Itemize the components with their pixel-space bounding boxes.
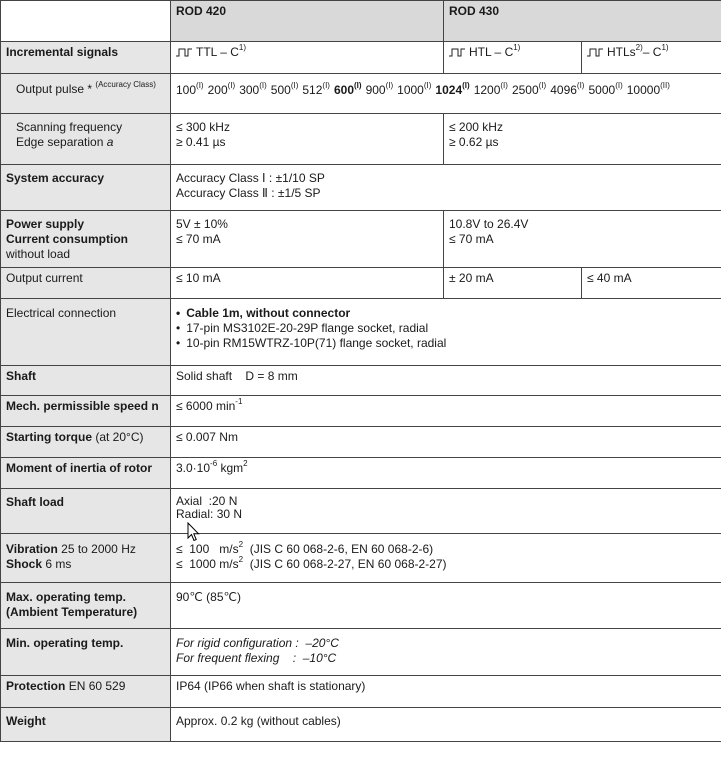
ttl-footnote: 1) <box>238 43 247 52</box>
vibration-exponent: 2 <box>238 540 244 549</box>
label-moment-of-inertia: Moment of inertia of rotor <box>1 458 171 489</box>
torque-value: ≤ 0.007 Nm <box>171 427 721 458</box>
speed-value: ≤ 6000 min <box>176 399 236 413</box>
voltage-rod430: 10.8V to 26.4V <box>449 217 529 231</box>
shaft-value: Solid shaft D = 8 mm <box>171 366 721 396</box>
htls-text: HTLs <box>607 45 636 59</box>
connection-list <box>176 306 716 351</box>
row-min-temp <box>1 629 721 676</box>
pulse-wave-icon <box>587 48 603 57</box>
protection-standard: EN 60 529 <box>68 679 126 693</box>
label-shaft-load: Shaft load <box>1 489 171 534</box>
htl-signal-cell <box>444 42 582 74</box>
shock-standard: (JIS C 60 068-2-27, EN 60 068-2-27) <box>243 557 447 571</box>
output-pulse-class: (I) <box>615 81 623 90</box>
htl-text: HTL – C <box>469 45 514 59</box>
current-rod430: ≤ 70 mA <box>449 232 494 246</box>
label-shock <box>6 557 165 572</box>
scanning-rod430 <box>444 114 721 165</box>
header-row <box>1 1 721 42</box>
output-pulse-text: Output pulse * <box>16 82 93 96</box>
row-starting-torque <box>1 427 721 458</box>
htl-footnote: 1) <box>513 43 521 52</box>
output-pulse-class: (I) <box>227 81 236 90</box>
mouse-pointer-icon <box>186 522 200 542</box>
output-pulse-class: (I) <box>322 81 330 90</box>
row-protection <box>1 676 721 708</box>
label-max-temp <box>1 583 171 629</box>
label-starting-torque <box>1 427 171 458</box>
min-temp-values <box>171 629 721 676</box>
starting-torque-text: Starting torque <box>6 430 92 444</box>
starting-torque-condition: (at 20°C) <box>95 430 144 444</box>
output-pulse-value: 10000 <box>626 83 661 97</box>
inertia-exponent: -6 <box>210 459 218 468</box>
row-speed <box>1 396 721 427</box>
pulse-wave-icon <box>176 48 192 57</box>
pulse-wave-icon <box>449 48 465 57</box>
output-pulse-value: 900 <box>365 83 386 97</box>
label-ambient-temp: (Ambient Temperature) <box>6 605 138 619</box>
output-pulse-class: (I) <box>576 81 585 90</box>
voltage-rod420: 5V ± 10% <box>176 217 228 231</box>
row-moment-of-inertia <box>1 458 721 489</box>
radial-load: Radial: 30 N <box>176 507 243 521</box>
speed-value-cell <box>171 396 721 427</box>
inertia-value-cell <box>171 458 721 489</box>
output-pulse-item <box>208 83 236 97</box>
htls-footnote-2: 1) <box>661 43 669 52</box>
min-temp-flexing: For frequent flexing : –10°C <box>176 651 337 665</box>
output-current-htl: ± 20 mA <box>444 268 582 299</box>
current-rod420: ≤ 70 mA <box>176 232 221 246</box>
label-weight: Weight <box>1 708 171 742</box>
output-pulse-value: 1000 <box>397 83 424 97</box>
label-incremental-signals: Incremental signals <box>1 42 171 74</box>
header-rod430: ROD 430 <box>444 1 721 42</box>
output-pulse-item <box>435 83 469 97</box>
label-electrical-connection: Electrical connection <box>1 299 171 366</box>
output-pulse-item <box>512 83 546 97</box>
output-pulse-class: (I) <box>423 81 432 90</box>
accuracy-class-1: Accuracy Class Ⅰ : ±1/10 SP <box>176 171 325 185</box>
power-rod420 <box>171 211 444 268</box>
label-edge-separation <box>16 135 165 150</box>
htls-footnote: 2) <box>635 43 643 52</box>
accuracy-values <box>171 165 721 211</box>
vibration-value <box>176 542 716 557</box>
output-pulse-value: 1200 <box>473 83 501 97</box>
htls-signal-cell <box>582 42 721 74</box>
edge-sep-rod420: ≥ 0.41 µs <box>176 135 226 149</box>
vibration-values <box>171 534 721 583</box>
connection-item-10pin: • 10-pin RM15WTRZ-10P(71) flange socket, radial <box>176 336 716 351</box>
label-output-current: Output current <box>1 268 171 299</box>
output-pulse-value: 600 <box>333 83 354 97</box>
output-pulse-item <box>588 83 622 97</box>
accuracy-class-note: (Accuracy Class) <box>95 80 156 89</box>
ttl-text: TTL – C <box>196 45 239 59</box>
label-scanning <box>1 114 171 165</box>
label-system-accuracy: System accuracy <box>1 165 171 211</box>
output-pulse-class: (I) <box>462 81 470 90</box>
row-power-supply <box>1 211 721 268</box>
output-pulse-value: 4096 <box>550 83 577 97</box>
output-pulse-value: 500 <box>270 83 291 97</box>
vibration-text: Vibration <box>6 542 58 556</box>
scan-freq-rod420: ≤ 300 kHz <box>176 120 230 134</box>
label-shaft: Shaft <box>1 366 171 396</box>
label-scanning-frequency: Scanning frequency <box>16 120 123 134</box>
connection-item-17pin: • 17-pin MS3102E-20-29P flange socket, radial <box>176 321 716 336</box>
output-pulse-item <box>334 83 362 97</box>
label-min-temp: Min. operating temp. <box>1 629 171 676</box>
row-incremental-signals <box>1 42 721 74</box>
inertia-unit-exponent: 2 <box>243 459 248 468</box>
output-pulse-values <box>171 74 721 114</box>
protection-text: Protection <box>6 679 66 693</box>
label-permissible-speed: Mech. permissible speed n <box>1 396 171 427</box>
output-pulse-item <box>176 83 204 97</box>
output-pulse-value: 5000 <box>588 83 616 97</box>
output-pulse-item <box>271 83 299 97</box>
inertia-mantissa: 3.0·10 <box>176 461 211 475</box>
axial-load: Axial :20 N <box>176 494 238 508</box>
output-pulse-value: 2500 <box>511 83 539 97</box>
output-pulse-value: 512 <box>302 83 323 97</box>
edge-separation-variable: a <box>106 135 114 149</box>
output-pulse-item <box>474 83 508 97</box>
row-scanning <box>1 114 721 165</box>
output-pulse-class: (I) <box>290 81 299 90</box>
label-max-temp-text: Max. operating temp. <box>6 590 127 604</box>
label-without-load: without load <box>6 247 71 261</box>
min-temp-rigid: For rigid configuration : –20°C <box>176 636 339 650</box>
vibration-range: 25 to 2000 Hz <box>61 542 136 556</box>
row-weight <box>1 708 721 742</box>
power-rod430 <box>444 211 721 268</box>
output-pulse-item <box>627 83 670 97</box>
speed-exponent: -1 <box>235 397 243 406</box>
vibration-amount: ≤ 100 m/s <box>176 542 239 556</box>
shock-value <box>176 557 716 572</box>
output-pulse-class: (II) <box>660 81 670 90</box>
output-pulse-value: 300 <box>239 83 260 97</box>
output-current-htls: ≤ 40 mA <box>582 268 721 299</box>
output-pulse-item <box>397 83 431 97</box>
shock-amount: ≤ 1000 m/s <box>176 557 239 571</box>
output-pulse-class: (I) <box>538 81 547 90</box>
output-pulse-item <box>239 83 267 97</box>
row-electrical-connection <box>1 299 721 366</box>
row-shaft-load <box>1 489 721 534</box>
vibration-standard: (JIS C 60 068-2-6, EN 60 068-2-6) <box>243 542 434 556</box>
output-pulse-value: 1024 <box>435 83 463 97</box>
scanning-rod420 <box>171 114 444 165</box>
row-vibration-shock <box>1 534 721 583</box>
max-temp-value: 90℃ (85℃) <box>171 583 721 629</box>
header-rod420: ROD 420 <box>171 1 444 42</box>
header-blank-cell <box>1 1 171 42</box>
output-pulse-class: (I) <box>500 81 508 90</box>
output-pulse-item <box>550 83 584 97</box>
shock-text: Shock <box>6 557 43 571</box>
label-power-supply-text: Power supply <box>6 217 85 231</box>
row-output-pulse <box>1 74 721 114</box>
label-power-supply <box>1 211 171 268</box>
label-current-consumption: Current consumption <box>6 232 128 246</box>
row-shaft <box>1 366 721 396</box>
edge-separation-text: Edge separation <box>16 135 104 149</box>
electrical-values <box>171 299 721 366</box>
output-current-rod420: ≤ 10 mA <box>171 268 444 299</box>
shaft-load-values <box>171 489 721 534</box>
label-vibration <box>6 542 165 557</box>
inertia-unit: kgm <box>217 461 244 475</box>
output-pulse-item <box>302 83 330 97</box>
output-pulse-value: 100 <box>176 83 197 97</box>
row-system-accuracy <box>1 165 721 211</box>
ttl-signal-cell <box>171 42 444 74</box>
output-pulse-class: (I) <box>354 81 362 90</box>
shock-duration: 6 ms <box>45 557 72 571</box>
label-output-pulse <box>1 74 171 114</box>
output-pulse-class: (I) <box>259 81 267 90</box>
row-max-temp <box>1 583 721 629</box>
output-pulse-value: 200 <box>207 83 228 97</box>
output-pulse-class: (I) <box>385 81 394 90</box>
weight-value: Approx. 0.2 kg (without cables) <box>171 708 721 742</box>
protection-value: IP64 (IP66 when shaft is stationary) <box>171 676 721 708</box>
row-output-current <box>1 268 721 299</box>
accuracy-class-2: Accuracy Class Ⅱ : ±1/5 SP <box>176 186 321 200</box>
scan-freq-rod430: ≤ 200 kHz <box>449 120 503 134</box>
connection-item-cable: • Cable 1m, without connector <box>176 306 716 321</box>
label-protection <box>1 676 171 708</box>
htls-tail: – C <box>642 45 662 59</box>
shock-exponent: 2 <box>238 555 244 564</box>
output-pulse-class: (I) <box>196 81 204 90</box>
label-vibration-shock <box>1 534 171 583</box>
output-pulse-item <box>366 83 394 97</box>
edge-sep-rod430: ≥ 0.62 µs <box>449 135 499 149</box>
